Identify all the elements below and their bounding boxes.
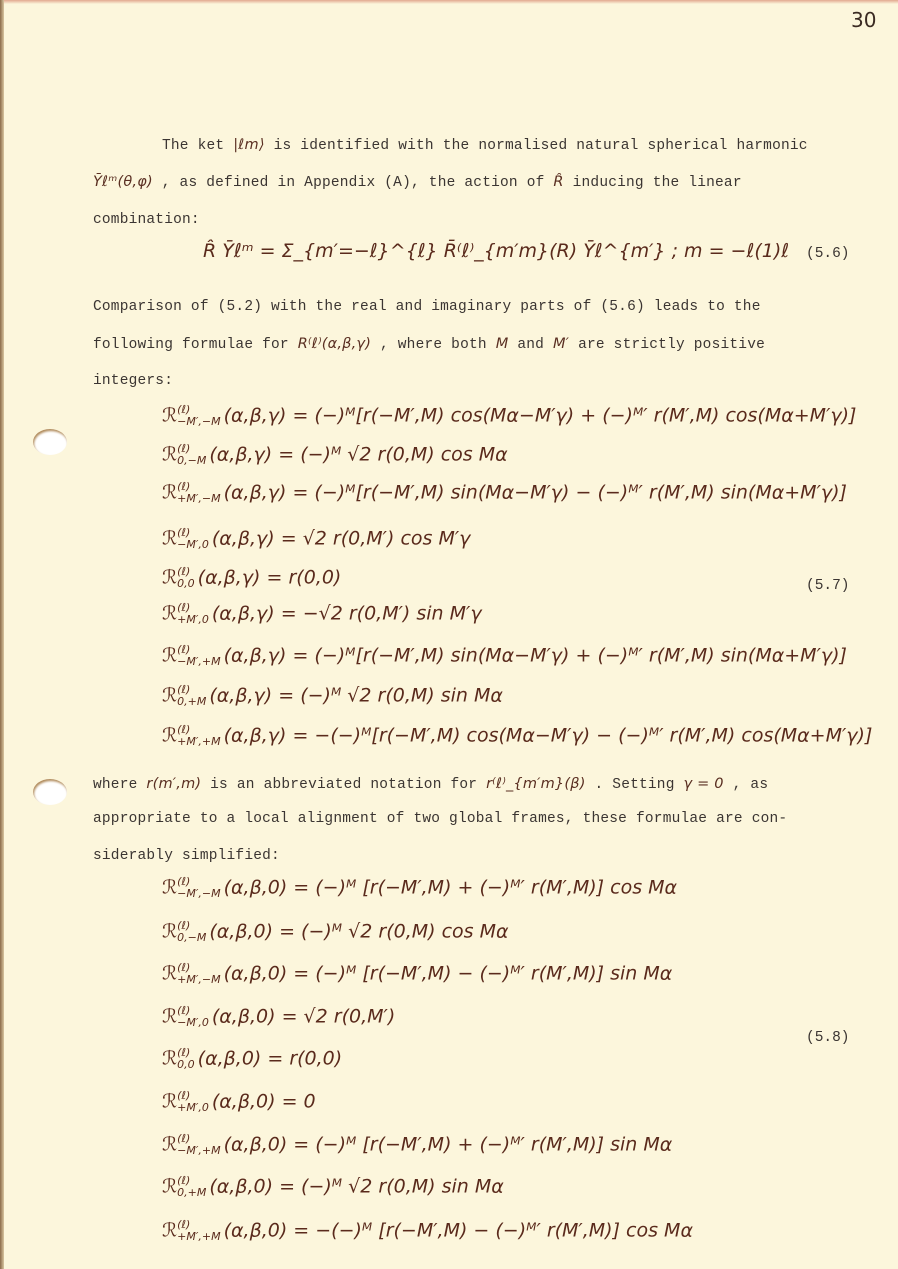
equation-row: ℛ (ℓ) +M′,0 (α,β,γ) = −√2 r(0,M′) sin M′γ <box>162 601 482 626</box>
equation-label-5-8: (5.8) <box>806 1030 850 1046</box>
ket-lm: |ℓm⟩ <box>233 137 265 153</box>
equation-row: ℛ (ℓ) +M′,−M (α,β,0) = (−)ᴹ [r(−M′,M) − (−)ᴹ′ r(M′,M)] sin Mα <box>162 961 673 986</box>
paragraph-2-line-1: Comparison of (5.2) with the real and imaginary parts of (5.6) leads to the <box>93 299 761 315</box>
equation-row: ℛ (ℓ) −M′,−M (α,β,γ) = (−)ᴹ[r(−M′,M) cos(Mα−M′γ) + (−)ᴹ′ r(M′,M) cos(Mα+M′γ)] <box>162 403 857 428</box>
paragraph-1-line-3: combination: <box>93 212 200 228</box>
equation-label-5-7: (5.7) <box>806 578 850 594</box>
paragraph-3-line-3: siderably simplified: <box>93 848 280 864</box>
paragraph-3-line-1: where r(m′,m) is an abbreviated notation for r⁽ℓ⁾_{m′m}(β) . Setting γ = 0 , as <box>93 776 769 793</box>
equation-row: ℛ (ℓ) +M′,+M (α,β,γ) = −(−)ᴹ[r(−M′,M) cos(Mα−M′γ) − (−)ᴹ′ r(M′,M) cos(Mα+M′γ)] <box>162 723 873 748</box>
paragraph-1-line-1: The ket |ℓm⟩ is identified with the normalised natural spherical harmonic <box>162 137 808 154</box>
equation-row: ℛ (ℓ) 0,−M (α,β,γ) = (−)ᴹ √2 r(0,M) cos Mα <box>162 442 508 467</box>
page-number: 30 <box>851 8 877 32</box>
equation-row: ℛ (ℓ) 0,+M (α,β,γ) = (−)ᴹ √2 r(0,M) sin Mα <box>162 683 503 708</box>
equation-row: ℛ (ℓ) +M′,−M (α,β,γ) = (−)ᴹ[r(−M′,M) sin(Mα−M′γ) − (−)ᴹ′ r(M′,M) sin(Mα+M′γ)] <box>162 480 847 505</box>
equation-row: ℛ (ℓ) −M′,−M (α,β,0) = (−)ᴹ [r(−M′,M) + (−)ᴹ′ r(M′,M)] cos Mα <box>162 875 678 900</box>
paragraph-1-line-2: Ȳℓᵐ(θ,φ) , as defined in Appendix (A), the action of R̂ inducing the linear <box>93 174 742 191</box>
equation-row: ℛ (ℓ) 0,+M (α,β,0) = (−)ᴹ √2 r(0,M) sin Mα <box>162 1174 504 1199</box>
equation-label-5-6: (5.6) <box>806 246 850 262</box>
punch-hole-top <box>33 429 67 455</box>
equation-row: ℛ (ℓ) 0,0 (α,β,0) = r(0,0) <box>162 1046 343 1071</box>
rotation-operator: R̂ <box>553 174 564 190</box>
equation-row: ℛ (ℓ) 0,0 (α,β,γ) = r(0,0) <box>162 565 342 590</box>
equation-row: ℛ (ℓ) +M′,+M (α,β,0) = −(−)ᴹ [r(−M′,M) − (−)ᴹ′ r(M′,M)] cos Mα <box>162 1218 693 1243</box>
punch-hole-bottom <box>33 779 67 805</box>
page-left-edge <box>0 0 4 1269</box>
equation-row: ℛ (ℓ) 0,−M (α,β,0) = (−)ᴹ √2 r(0,M) cos Mα <box>162 919 509 944</box>
equation-row: ℛ (ℓ) −M′,+M (α,β,0) = (−)ᴹ [r(−M′,M) + (−)ᴹ′ r(M′,M)] sin Mα <box>162 1132 673 1157</box>
equation-row: ℛ (ℓ) +M′,0 (α,β,0) = 0 <box>162 1089 316 1114</box>
equation-5-6: R̂ Ȳℓᵐ = Σ_{m′=−ℓ}^{ℓ} R̄⁽ℓ⁾_{m′m}(R) Ȳℓ^{m′} ; m = −ℓ(1)ℓ <box>203 240 790 262</box>
equation-row: ℛ (ℓ) −M′,+M (α,β,γ) = (−)ᴹ[r(−M′,M) sin(Mα−M′γ) + (−)ᴹ′ r(M′,M) sin(Mα+M′γ)] <box>162 643 847 668</box>
paragraph-2-line-2: following formulae for R⁽ℓ⁾(α,β,γ) , where both M and M′ are strictly positive <box>93 336 765 353</box>
equation-row: ℛ (ℓ) −M′,0 (α,β,0) = √2 r(0,M′) <box>162 1004 396 1029</box>
rotation-matrix-symbol: R⁽ℓ⁾(α,β,γ) <box>297 336 372 352</box>
paragraph-3-line-2: appropriate to a local alignment of two global frames, these formulae are con- <box>93 811 788 827</box>
equation-row: ℛ (ℓ) −M′,0 (α,β,γ) = √2 r(0,M′) cos M′γ <box>162 526 471 551</box>
page-top-edge <box>0 0 898 4</box>
paragraph-2-line-3: integers: <box>93 373 174 389</box>
spherical-harmonic: Ȳℓᵐ(θ,φ) <box>93 174 153 190</box>
